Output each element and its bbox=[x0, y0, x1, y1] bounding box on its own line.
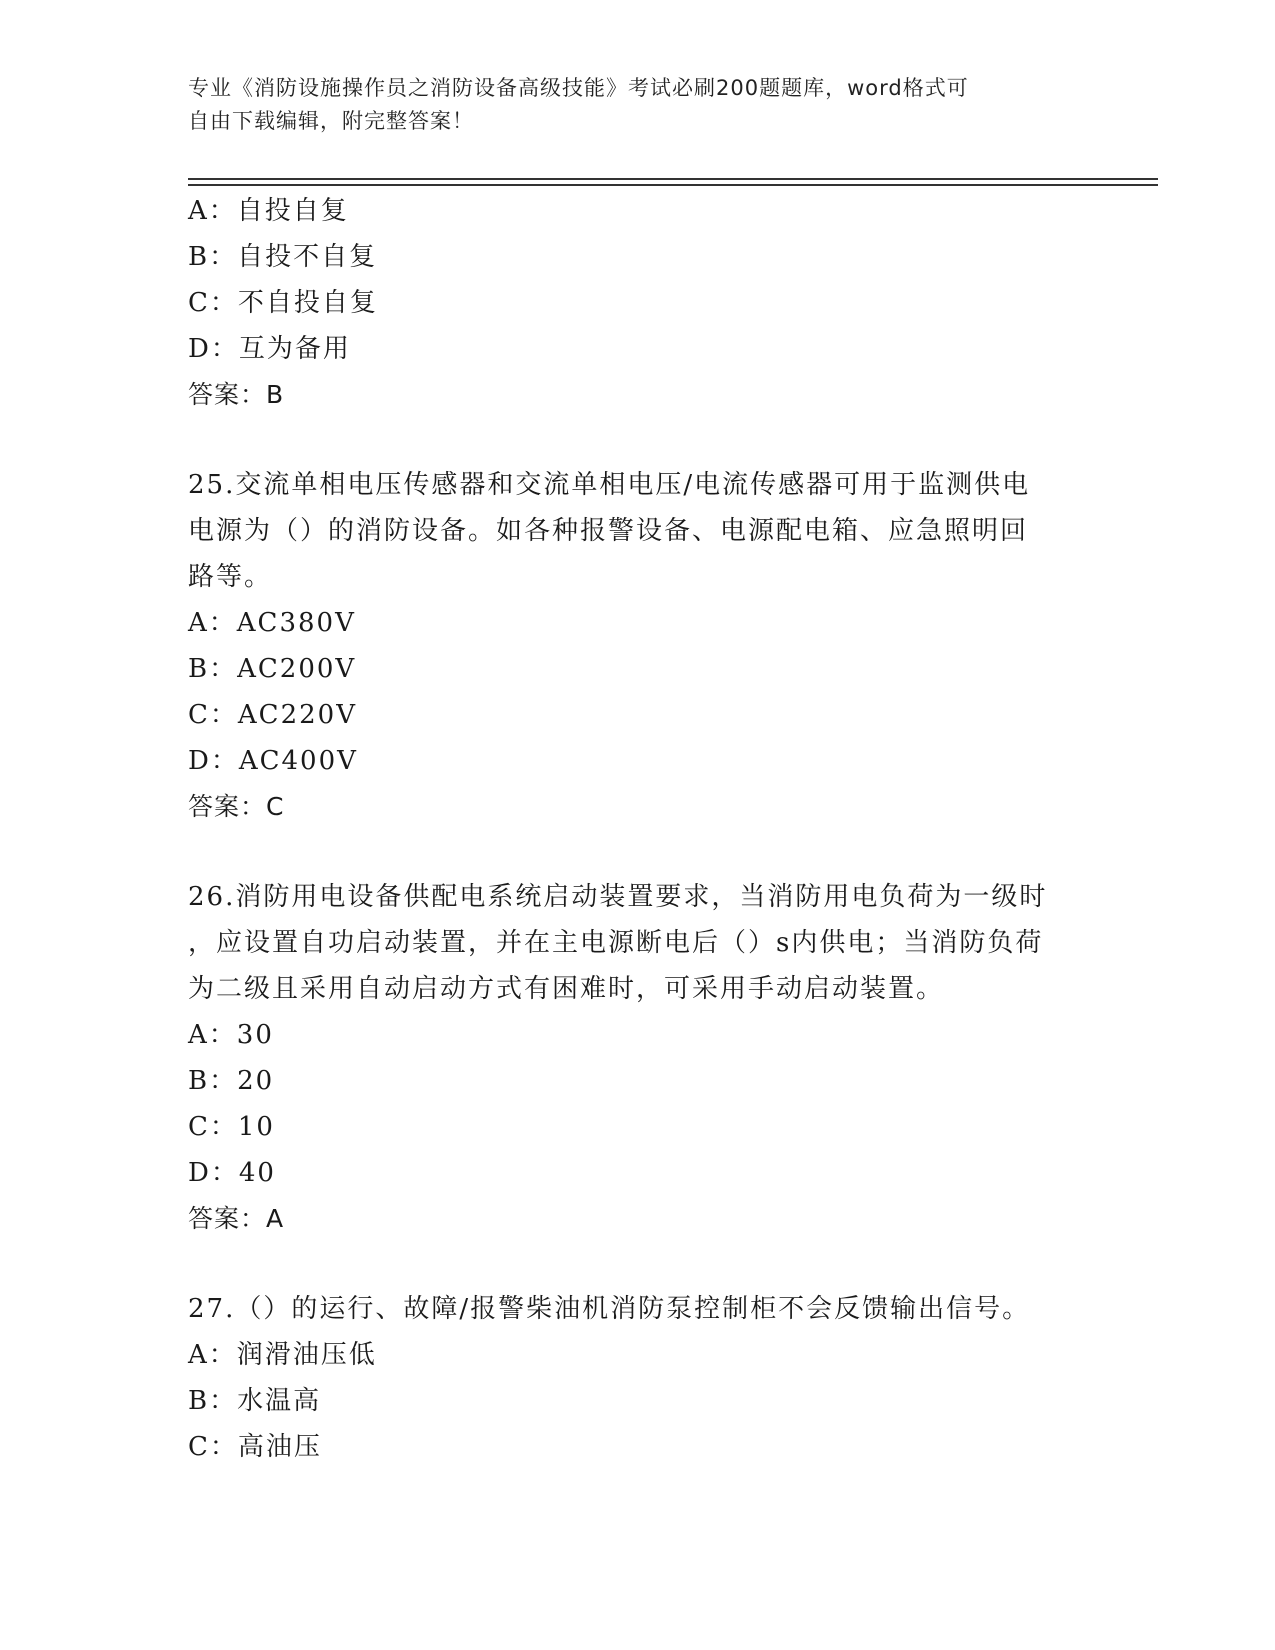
option-a: A：润滑油压低 bbox=[188, 1340, 377, 1370]
answer-line: 答案：C bbox=[188, 792, 285, 821]
option-b: B：AC200V bbox=[188, 654, 357, 684]
question-text-line: 电源为（）的消防设备。如各种报警设备、电源配电箱、应急照明回 bbox=[188, 516, 1029, 546]
option-a: A：30 bbox=[188, 1020, 274, 1050]
option-a: A：AC380V bbox=[188, 608, 356, 638]
option-d: D：40 bbox=[188, 1158, 276, 1188]
page-header bbox=[188, 72, 1088, 138]
question-27 bbox=[188, 1286, 1088, 1470]
question-text-line: 25.交流单相电压传感器和交流单相电压/电流传感器可用于监测供电 bbox=[188, 470, 1031, 500]
option-b: B：水温高 bbox=[188, 1386, 322, 1416]
header-rule-top bbox=[188, 178, 1158, 180]
option-c: C：不自投自复 bbox=[188, 288, 378, 318]
question-text-line: 为二级且采用自动启动方式有困难时，可采用手动启动装置。 bbox=[188, 974, 945, 1004]
question-text-line: ，应设置自功启动装置，并在主电源断电后（）s内供电；当消防负荷 bbox=[188, 928, 1044, 958]
option-d: D：AC400V bbox=[188, 746, 358, 776]
answer-line: 答案：A bbox=[188, 1204, 285, 1233]
previous-question-options bbox=[188, 188, 1088, 418]
question-text bbox=[188, 874, 1088, 1012]
option-c: C：高油压 bbox=[188, 1432, 322, 1462]
question-text bbox=[188, 1286, 1088, 1332]
header-line-2: 自由下载编辑，附完整答案！ bbox=[188, 109, 474, 133]
option-c: C：AC220V bbox=[188, 700, 357, 730]
header-line-1: 专业《消防设施操作员之消防设备高级技能》考试必刷200题题库，word格式可 bbox=[188, 76, 969, 100]
question-text-line: 路等。 bbox=[188, 562, 273, 592]
document-body bbox=[188, 188, 1088, 1470]
header-rule-bottom bbox=[188, 184, 1158, 186]
option-c: C：10 bbox=[188, 1112, 275, 1142]
option-b: B：自投不自复 bbox=[188, 242, 378, 272]
option-d: D：互为备用 bbox=[188, 334, 351, 364]
question-text bbox=[188, 462, 1088, 600]
question-25 bbox=[188, 462, 1088, 830]
question-text-line: 26.消防用电设备供配电系统启动装置要求，当消防用电负荷为一级时 bbox=[188, 882, 1048, 912]
option-b: B：20 bbox=[188, 1066, 275, 1096]
question-26 bbox=[188, 874, 1088, 1242]
option-a: A：自投自复 bbox=[188, 196, 349, 226]
question-text-line: 27.（）的运行、故障/报警柴油机消防泵控制柜不会反馈输出信号。 bbox=[188, 1294, 1031, 1324]
answer-line: 答案：B bbox=[188, 380, 285, 409]
